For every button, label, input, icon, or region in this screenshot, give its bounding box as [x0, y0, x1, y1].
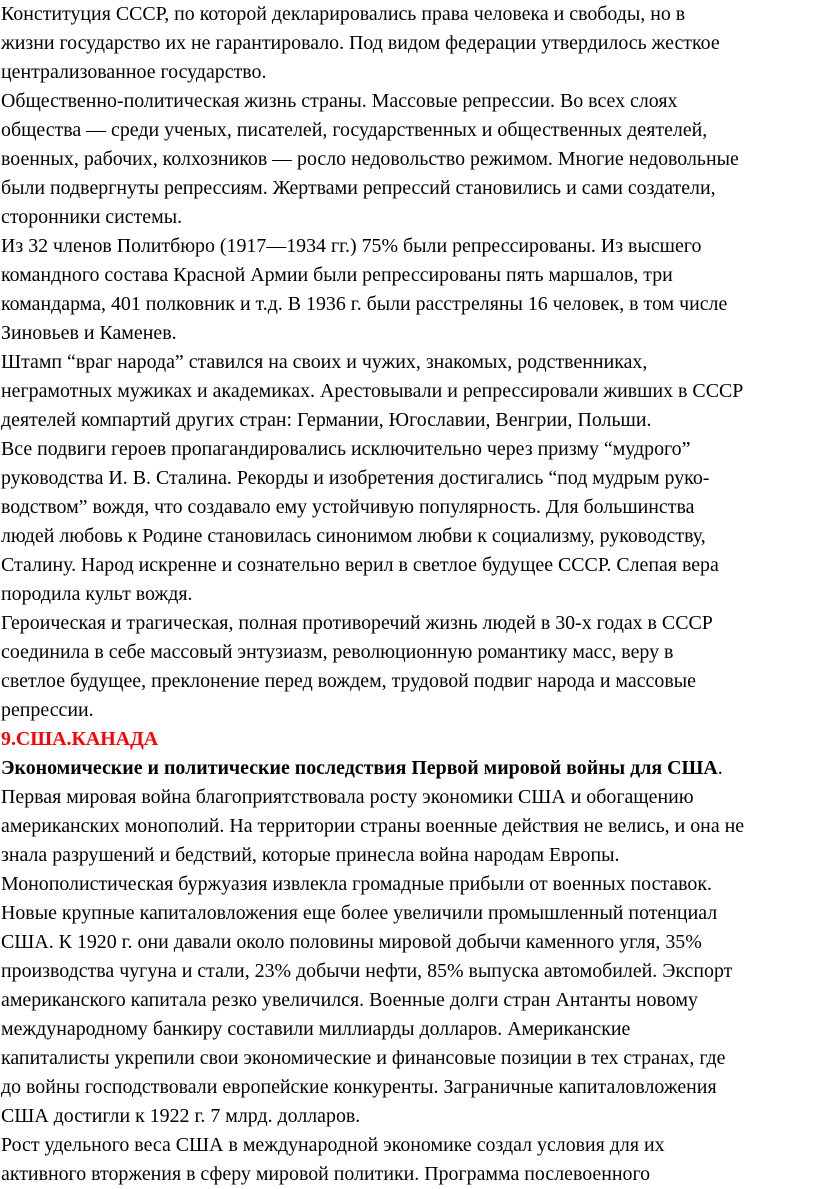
text-line: Монополистическая буржуазия извлекла громадные прибыли от военных поставок. — [1, 873, 713, 895]
text-line: Общественно-политическая жизнь страны. Массовые репрессии. Во всех слоях — [1, 90, 678, 112]
text-line: централизованное государство. — [1, 61, 267, 83]
paragraph-repressions — [1, 87, 814, 232]
text-line: Из 32 членов Политбюро (1917—1934 гг.) 75% были репрессированы. Из высшего — [1, 235, 702, 257]
paragraph-politburo — [1, 232, 814, 348]
text-line: Героическая и трагическая, полная противоречий жизнь людей в 30-х годах в СССР — [1, 612, 713, 634]
text-line: руководства И. В. Сталина. Рекорды и изобретения достигались “под мудрым руко- — [1, 467, 710, 489]
text-line: капиталисты укрепили свои экономические и финансовые позиции в тех странах, где — [1, 1047, 726, 1069]
text-line: американских монополий. На территории страны военные действия не велись, и она не — [1, 815, 745, 837]
subheading — [1, 754, 814, 783]
text-line: общества — среди ученых, писателей, государственных и общественных деятелей, — [1, 119, 708, 141]
text-line: репрессии. — [1, 699, 94, 721]
paragraph-usa-world-politics — [1, 1131, 814, 1189]
text-line: сторонники системы. — [1, 206, 183, 228]
paragraph-enemy-stamp — [1, 348, 814, 435]
text-line: американского капитала резко увеличился. Военные долги стран Антанты новому — [1, 989, 698, 1011]
text-line: Все подвиги героев пропагандировались исключительно через призму “мудрого” — [1, 438, 691, 460]
section-heading: 9.США.КАНАДА — [1, 728, 159, 750]
text-line: были подвергнуты репрессиям. Жертвами репрессий становились и сами создатели, — [1, 177, 716, 199]
text-line: Сталину. Народ искренне и сознательно верил в светлое будущее СССР. Слепая вера — [1, 554, 719, 576]
text-line: людей любовь к Родине становилась синонимом любви к социализму, руководству, — [1, 525, 706, 547]
paragraph-constitution — [1, 0, 814, 87]
text-line: знала разрушений и бедствий, которые принесла война народам Европы. — [1, 844, 620, 866]
text-line: командарма, 401 полковник и т.д. В 1936 г. были расстреляны 16 человек, в том числе — [1, 293, 728, 315]
text-line: соединила в себе массовый энтузиазм, революционную романтику масс, веру в — [1, 641, 674, 663]
text-line: производства чугуна и стали, 23% добычи нефти, 85% выпуска автомобилей. Экспорт — [1, 960, 733, 982]
subheading-trailing: . — [717, 757, 723, 779]
text-line: деятелей компартий других стран: Германии, Югославии, Венгрии, Польши. — [1, 409, 652, 431]
text-line: Штамп “враг народа” ставился на своих и чужих, знакомых, родственниках, — [1, 351, 648, 373]
paragraph-usa-economy — [1, 783, 814, 1131]
text-line: США достигли к 1922 г. 7 млрд. долларов. — [1, 1105, 361, 1127]
text-line: Зиновьев и Каменев. — [1, 322, 177, 344]
text-line: жизни государство их не гарантировало. Под видом федерации утвердилось жесткое — [1, 32, 720, 54]
text-line: до войны господствовали европейские конкуренты. Заграничные капиталовложения — [1, 1076, 717, 1098]
subheading-bold: Экономические и политические последствия Первой мировой войны для США — [1, 757, 718, 779]
paragraph-thirties — [1, 609, 814, 725]
text-line: неграмотных мужиках и академиках. Арестовывали и репрессировали живших в СССР — [1, 380, 744, 402]
text-line: породила культ вождя. — [1, 583, 193, 605]
text-line: международному банкиру составили миллиарды долларов. Американские — [1, 1018, 631, 1040]
text-line: США. К 1920 г. они давали около половины мировой добычи каменного угля, 35% — [1, 931, 702, 953]
text-line: светлое будущее, преклонение перед вождем, трудовой подвиг народа и массовые — [1, 670, 696, 692]
text-line: военных, рабочих, колхозников — росло недовольство режимом. Многие недовольные — [1, 148, 739, 170]
text-line: Конституция СССР, по которой декларировались права человека и свободы, но в — [1, 3, 686, 25]
text-line: командного состава Красной Армии были репрессированы пять маршалов, три — [1, 264, 673, 286]
text-line: активного вторжения в сферу мировой политики. Программа послевоенного — [1, 1163, 651, 1185]
text-line: Первая мировая война благоприятствовала росту экономики США и обогащению — [1, 786, 694, 808]
text-line: Рост удельного веса США в международной экономике создал условия для их — [1, 1134, 665, 1156]
text-line: Новые крупные капиталовложения еще более увеличили промышленный потенциал — [1, 902, 718, 924]
paragraph-cult — [1, 435, 814, 609]
text-line: водством” вождя, что создавало ему устойчивую популярность. Для большинства — [1, 496, 695, 518]
